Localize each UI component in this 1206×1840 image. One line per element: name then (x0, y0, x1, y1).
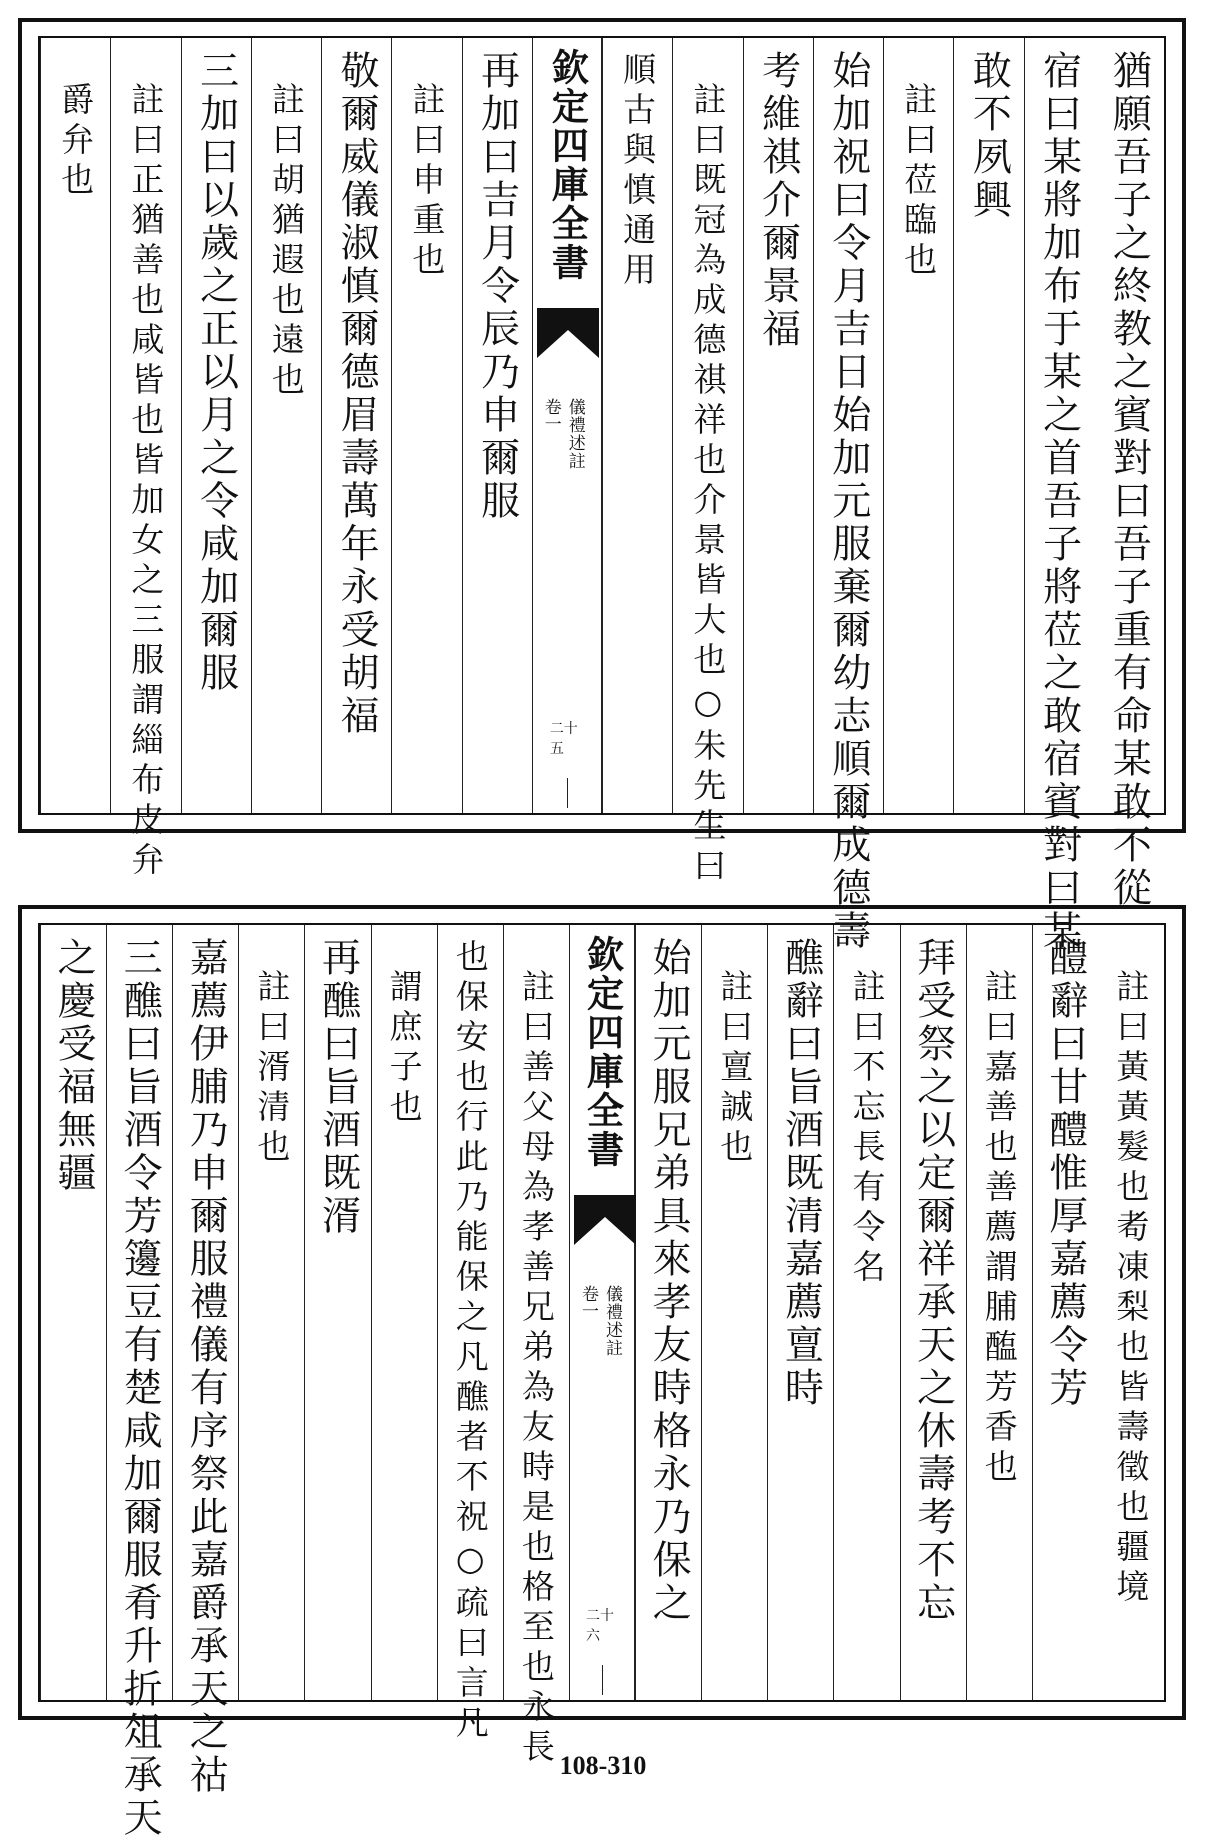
bottom-column-6 (767, 925, 833, 1700)
top-column-3 (953, 38, 1023, 813)
commentary-text: 順古與慎通用 (618, 52, 658, 292)
bottom-column-4 (900, 925, 966, 1700)
bottom-column-3 (966, 925, 1032, 1700)
folio-number: 二十六 (585, 1608, 614, 1644)
main-text: 敬爾威儀淑慎爾德眉壽萬年永受胡福 (334, 50, 380, 738)
commentary-text: 註曰申重也 (407, 82, 447, 282)
top-folio-page (18, 18, 1186, 953)
commentary-text: 註曰黃黃髮也耇凍梨也皆壽徵也疆境 (1111, 969, 1151, 1609)
top-column-8 (602, 38, 672, 813)
main-text: 再醮曰旨酒既湑 (315, 937, 361, 1238)
page-number-footer: 108-310 (559, 1751, 647, 1780)
volume-label: 卷一 (577, 1285, 598, 1319)
top-column-1 (1094, 38, 1164, 910)
bottom-column-13 (238, 925, 304, 1700)
top-column-9 (462, 38, 532, 813)
folio-number: 二十五 (549, 721, 578, 757)
bottom-column-1 (1098, 925, 1164, 1700)
bottom-column-5 (833, 925, 899, 1700)
main-text: 嘉薦伊脯乃申爾服禮儀有序祭此嘉爵承天之祜 (183, 937, 229, 1797)
top-column-15 (40, 38, 110, 813)
top-column-2 (1024, 38, 1094, 953)
top-column-5 (813, 38, 883, 953)
top-column-13 (181, 38, 251, 813)
main-text: 拜受祭之以定爾祥承天之休壽考不忘 (910, 937, 956, 1625)
top-column-6 (743, 38, 813, 813)
top-column-7 (672, 38, 742, 888)
bottom-column-15 (106, 925, 172, 1840)
bottom-column-10 (437, 925, 503, 1745)
bottom-column-8 (635, 925, 701, 1700)
bottom-column-7 (701, 925, 767, 1700)
main-text: 醴辭曰甘醴惟厚嘉薦令芳 (1042, 937, 1088, 1410)
gutter-divider (602, 1665, 603, 1695)
top-gutter (532, 38, 602, 813)
commentary-text: 註曰莅臨也 (899, 82, 939, 282)
volume-label: 卷一 (540, 398, 561, 432)
top-column-4 (883, 38, 953, 813)
bottom-column-11 (371, 925, 437, 1700)
bottom-column-2 (1032, 925, 1098, 1700)
commentary-text: 註曰既冠為成德祺祥也介景皆大也○朱先生曰 (688, 82, 728, 888)
top-column-12 (251, 38, 321, 813)
main-text: 敢不夙興 (966, 50, 1012, 222)
top-column-11 (321, 38, 391, 813)
commentary-text: 註曰不忘長有令名 (847, 969, 887, 1289)
top-column-10 (391, 38, 461, 813)
commentary-text: 註曰亶誠也 (715, 969, 755, 1169)
fish-tail-mark-icon (574, 1195, 636, 1265)
bottom-column-9 (503, 925, 569, 1769)
main-text: 考維祺介爾景福 (755, 50, 801, 351)
gutter-divider (567, 778, 568, 808)
bottom-column-16 (40, 925, 106, 1700)
top-column-14 (110, 38, 180, 882)
top-text-frame (38, 36, 1166, 953)
main-text: 猶願吾子之終教之賓對曰吾子重有命某敢不從 (1106, 50, 1152, 910)
book-header: 欽定四庫全書 (545, 48, 590, 282)
fish-tail-mark-icon (537, 308, 599, 378)
main-text: 宿曰某將加布于某之首吾子將莅之敢宿賓對曰某 (1036, 50, 1082, 953)
commentary-text: 爵弁也 (56, 82, 96, 202)
commentary-text: 註曰善父母為孝善兄弟為友時是也格至也永長 (516, 969, 556, 1769)
commentary-text: 註曰嘉善也善薦謂脯醢芳香也 (979, 969, 1019, 1489)
main-text: 始加元服兄弟具來孝友時格永乃保之 (646, 937, 692, 1625)
main-text: 醮辭曰旨酒既清嘉薦亶時 (778, 937, 824, 1410)
main-text: 始加祝曰令月吉日始加元服棄爾幼志順爾成德壽 (825, 50, 871, 953)
bottom-column-14 (172, 925, 238, 1797)
book-title: 儀禮述註 (564, 398, 585, 470)
commentary-text: 註曰湑清也 (252, 969, 292, 1169)
commentary-text: 也保安也行此乃能保之凡醮者不祝○疏曰言凡 (450, 939, 490, 1745)
main-text: 再加曰吉月令辰乃申爾服 (474, 50, 520, 523)
main-text: 三加曰以歲之正以月之令咸加爾服 (193, 50, 239, 695)
bottom-column-12 (304, 925, 370, 1700)
bottom-gutter (569, 925, 635, 1700)
commentary-text: 謂庶子也 (384, 969, 424, 1129)
book-title: 儀禮述註 (601, 1285, 622, 1357)
main-text: 三醮曰旨酒令芳籩豆有楚咸加爾服肴升折俎承天 (117, 937, 163, 1840)
book-header: 欽定四庫全書 (580, 935, 625, 1169)
main-text: 之慶受福無疆 (51, 937, 97, 1195)
commentary-text: 註曰胡猶遐也遠也 (266, 82, 306, 402)
commentary-text: 註曰正猶善也咸皆也皆加女之三服謂緇布皮弁 (126, 82, 166, 882)
